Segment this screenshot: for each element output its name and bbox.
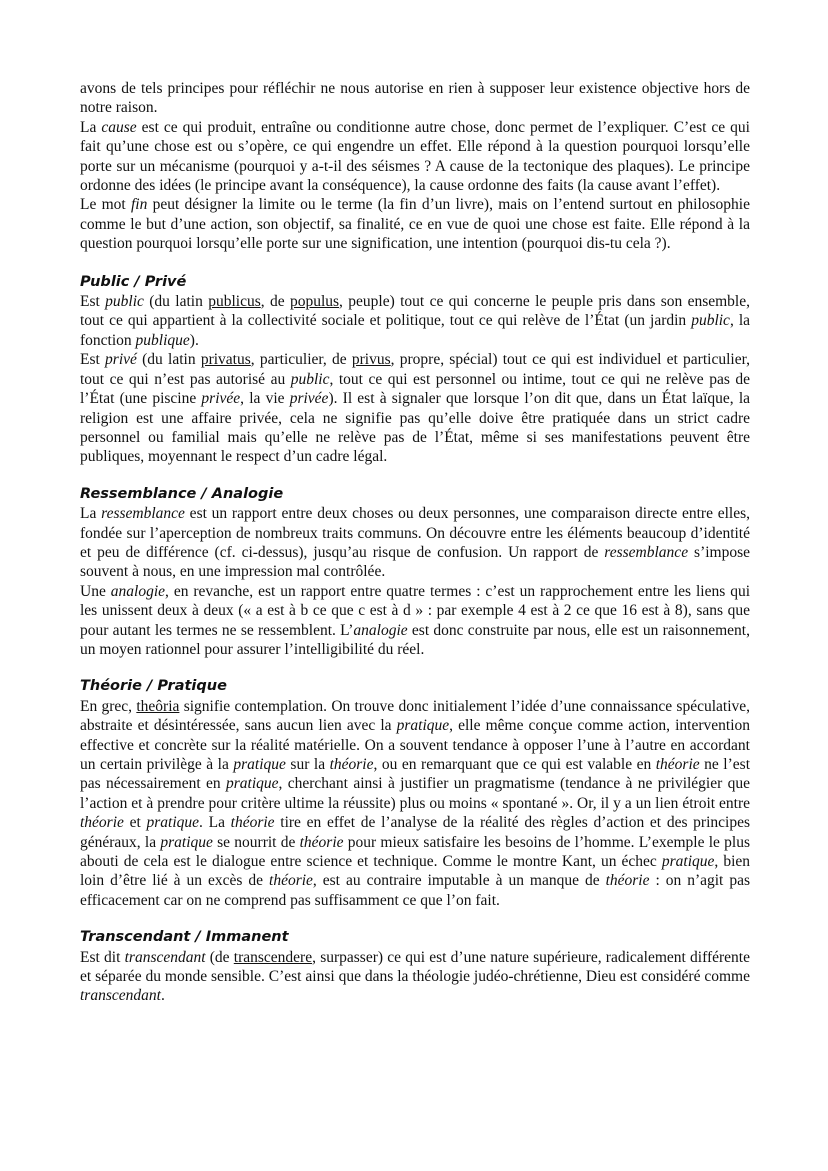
paragraph-fin [80, 195, 750, 253]
emphasized-term: cause [101, 118, 137, 136]
paragraph-cause [80, 118, 750, 196]
emphasized-term: public [691, 312, 730, 330]
emphasized-term: privé [105, 351, 137, 369]
text-run: et [123, 814, 147, 832]
etymology-term: privatus [200, 351, 251, 369]
text-run: Le mot [80, 196, 131, 214]
text-run: La [80, 118, 102, 136]
text-run: , bien loin d’être lié à un excès de [80, 853, 751, 890]
text-run: peut désigner la limite ou le terme (la fin d’un livre), mais on l’entend surtout en philosophie comme le but d’une action, son objectif, sa finalité, ce en vue de quoi une chose est faite. Elle répond à la question pourquoi lorsqu’elle porte sur une signification, une intention (pourquoi dis-tu cela ?). [80, 196, 750, 253]
text-run: . [160, 987, 165, 1005]
section-gap [80, 910, 750, 928]
section-gap [80, 254, 750, 273]
text-run: est donc construite par nous, elle est un raisonnement, un moyen rationnel pour assurer l’intelligibilité du réel. [80, 621, 750, 658]
text-run: pour mieux satisfaire les besoins de l’homme. L’exemple le plus abouti de cela est le dialogue entre science et technique. Comme le montre Kant, un échec [80, 833, 750, 871]
text-run: En grec, [80, 697, 137, 715]
text-run: (du latin [143, 293, 209, 311]
text-run: sur la [285, 756, 330, 773]
text-run: s’impose souvent à nous, en une impression mal contrôlée. [80, 543, 750, 581]
text-run: , de [260, 293, 290, 311]
paragraph-principles-end [80, 79, 750, 118]
text-run: ). [189, 331, 199, 349]
emphasized-term: transcendant [124, 948, 206, 966]
emphasized-term: public [105, 293, 144, 311]
paragraph-prive [80, 350, 750, 466]
emphasized-term: pratique [226, 775, 279, 793]
text-run: , cherchant ainsi à justifier un pragmatisme (tendance à ne privilégier que l’action et à prendre pour critère ultime la réussite) plus ou moins « spontané ». Or, il y a un lien étroit entre [80, 775, 751, 812]
text-run: avons de tels principes pour réfléchir ne nous autorise en rien à supposer leur existence objective hors de notre raison. [80, 80, 750, 117]
emphasized-term: théorie [269, 872, 313, 890]
emphasized-term: théorie [329, 756, 374, 773]
document-page [80, 79, 750, 1006]
emphasized-term: pratique [661, 853, 715, 871]
paragraph-theorie [80, 697, 750, 910]
emphasized-term: privée [289, 390, 329, 408]
text-run: signifie contemplation. On trouve donc initialement l’idée d’une connaissance spéculative, abstraite et désintéressée, sans aucun lien avec la [80, 697, 751, 735]
text-run: . La [199, 814, 231, 832]
text-run: La [80, 505, 102, 523]
text-run: , ou en remarquant que ce qui est valable en [373, 756, 656, 773]
text-run: ne l’est pas nécessairement en [80, 756, 750, 793]
paragraph-transcendant [80, 948, 750, 1006]
heading-theorie-pratique: Théorie / Pratique [80, 678, 227, 695]
emphasized-term: théorie [230, 814, 275, 832]
emphasized-term: ressemblance [101, 505, 185, 523]
emphasized-term: analogie [110, 582, 166, 600]
text-run: , peuple) tout ce qui concerne le peuple pris dans son ensemble, tout ce qui appartient à la collectivité sociale et politique, tout ce qui relève de l’État (un jardin [80, 293, 750, 330]
text-run: est ce qui produit, entraîne ou conditionne autre chose, donc permet de l’expliquer. C’est ce qui fait qu’une chose est ou s’opère, ce qui engendre un effet. Elle répond à la question pourquoi lorsqu’elle porte sur un mécanisme (pourquoi y a-t-il des séismes ? A cause de la tectonique des plaques). Le principe ordonne des idées (le principe avant la conséquence), la cause ordonne des faits (la cause avant l’effet). [80, 118, 750, 195]
section-gap [80, 467, 750, 485]
emphasized-term: privée [201, 390, 241, 408]
etymology-term: populus [289, 293, 340, 311]
text-run: , surpasser) ce qui est d’une nature supérieure, radicalement différente et séparée du monde sensible. C’est ainsi que dans la théologie judéo-chrétienne, Dieu est considéré comme [80, 948, 750, 986]
heading-public-prive: Public / Privé [80, 273, 187, 290]
text-run: (du latin [136, 351, 201, 369]
text-run: : on n’agit pas efficacement car on ne comprend pas suffisamment ce que l’on fait. [80, 872, 750, 909]
emphasized-term: pratique [146, 814, 200, 832]
text-run: , est au contraire imputable à un manque de [312, 872, 606, 890]
text-run: , la vie [240, 390, 290, 408]
text-run: (de [205, 948, 234, 966]
emphasized-term: théorie [80, 814, 124, 832]
emphasized-term: pratique [233, 756, 286, 773]
text-run: , propre, spécial) tout ce qui est individuel et particulier, tout ce qui n’est pas autorisé au [80, 351, 750, 388]
text-run: , elle même conçue comme action, intervention effective et concrète sur la réalité matérielle. On a souvent tendance à opposer l’une à l’autre en accordant un certain privilège à la [80, 717, 750, 773]
emphasized-term: pratique [160, 833, 213, 851]
text-run: , la fonction [80, 312, 750, 349]
emphasized-term: théorie [605, 872, 650, 890]
heading-ressemblance-analogie: Ressemblance / Analogie [80, 485, 284, 502]
text-run: se nourrit de [212, 833, 300, 851]
text-run: , tout ce qui est personnel ou intime, tout ce qui ne relève pas de l’État (une piscine [80, 370, 750, 408]
text-run: , particulier, de [250, 351, 352, 369]
emphasized-term: théorie [655, 756, 700, 773]
etymology-term: publicus [208, 293, 261, 311]
emphasized-term: analogie [353, 621, 408, 639]
section-gap [80, 659, 750, 677]
emphasized-term: ressemblance [604, 543, 689, 561]
emphasized-term: pratique [396, 717, 450, 735]
text-run: est un rapport entre deux choses ou deux personnes, une comparaison directe entre elles, fondée sur l’aperception de nombreux traits communs. On découvre entre les éléments beaucoup d’identité et peu de différence (cf. ci-dessus), jusqu’au risque de confusion. Un rapport de [80, 505, 750, 561]
etymology-term: privus [351, 351, 391, 369]
emphasized-term: transcendant [80, 987, 161, 1005]
emphasized-term: fin [130, 196, 148, 214]
emphasized-term: public [290, 370, 330, 388]
text-run: Est [80, 293, 106, 311]
paragraph-ressemblance [80, 504, 750, 582]
text-run: Est dit [80, 948, 125, 966]
etymology-term: transcendere [233, 948, 313, 966]
text-run: , en revanche, est un rapport entre quatre termes : c’est un rapprochement entre les liens qui les unissent deux à deux (« a est à b ce que c est à d » : par exemple 4 est à 2 ce que 16 est à 8), sans que pour autant les termes ne se ressemblent. L’ [80, 582, 751, 639]
text-run: tire en effet de l’analyse de la réalité des règles d’action et des principes généraux, la [80, 814, 750, 851]
paragraph-public [80, 292, 750, 350]
text-run: Une [80, 582, 111, 600]
emphasized-term: théorie [299, 833, 344, 851]
heading-transcendant-immanent: Transcendant / Immanent [80, 929, 289, 946]
text-run: ). Il est à signaler que lorsque l’on dit que, dans un État laïque, la religion est une affaire privée, cela ne signifie pas qu’elle doive être pratiquée dans un strict cadre personnel ou familial mais qu’elle ne relève pas de l’État, même si ses manifestations peuvent être publiques, moyennant le respect d’un cadre légal. [80, 390, 751, 466]
etymology-term: theôria [136, 697, 180, 715]
paragraph-analogie [80, 582, 750, 660]
text-run: Est [80, 351, 106, 369]
emphasized-term: publique [135, 331, 190, 349]
